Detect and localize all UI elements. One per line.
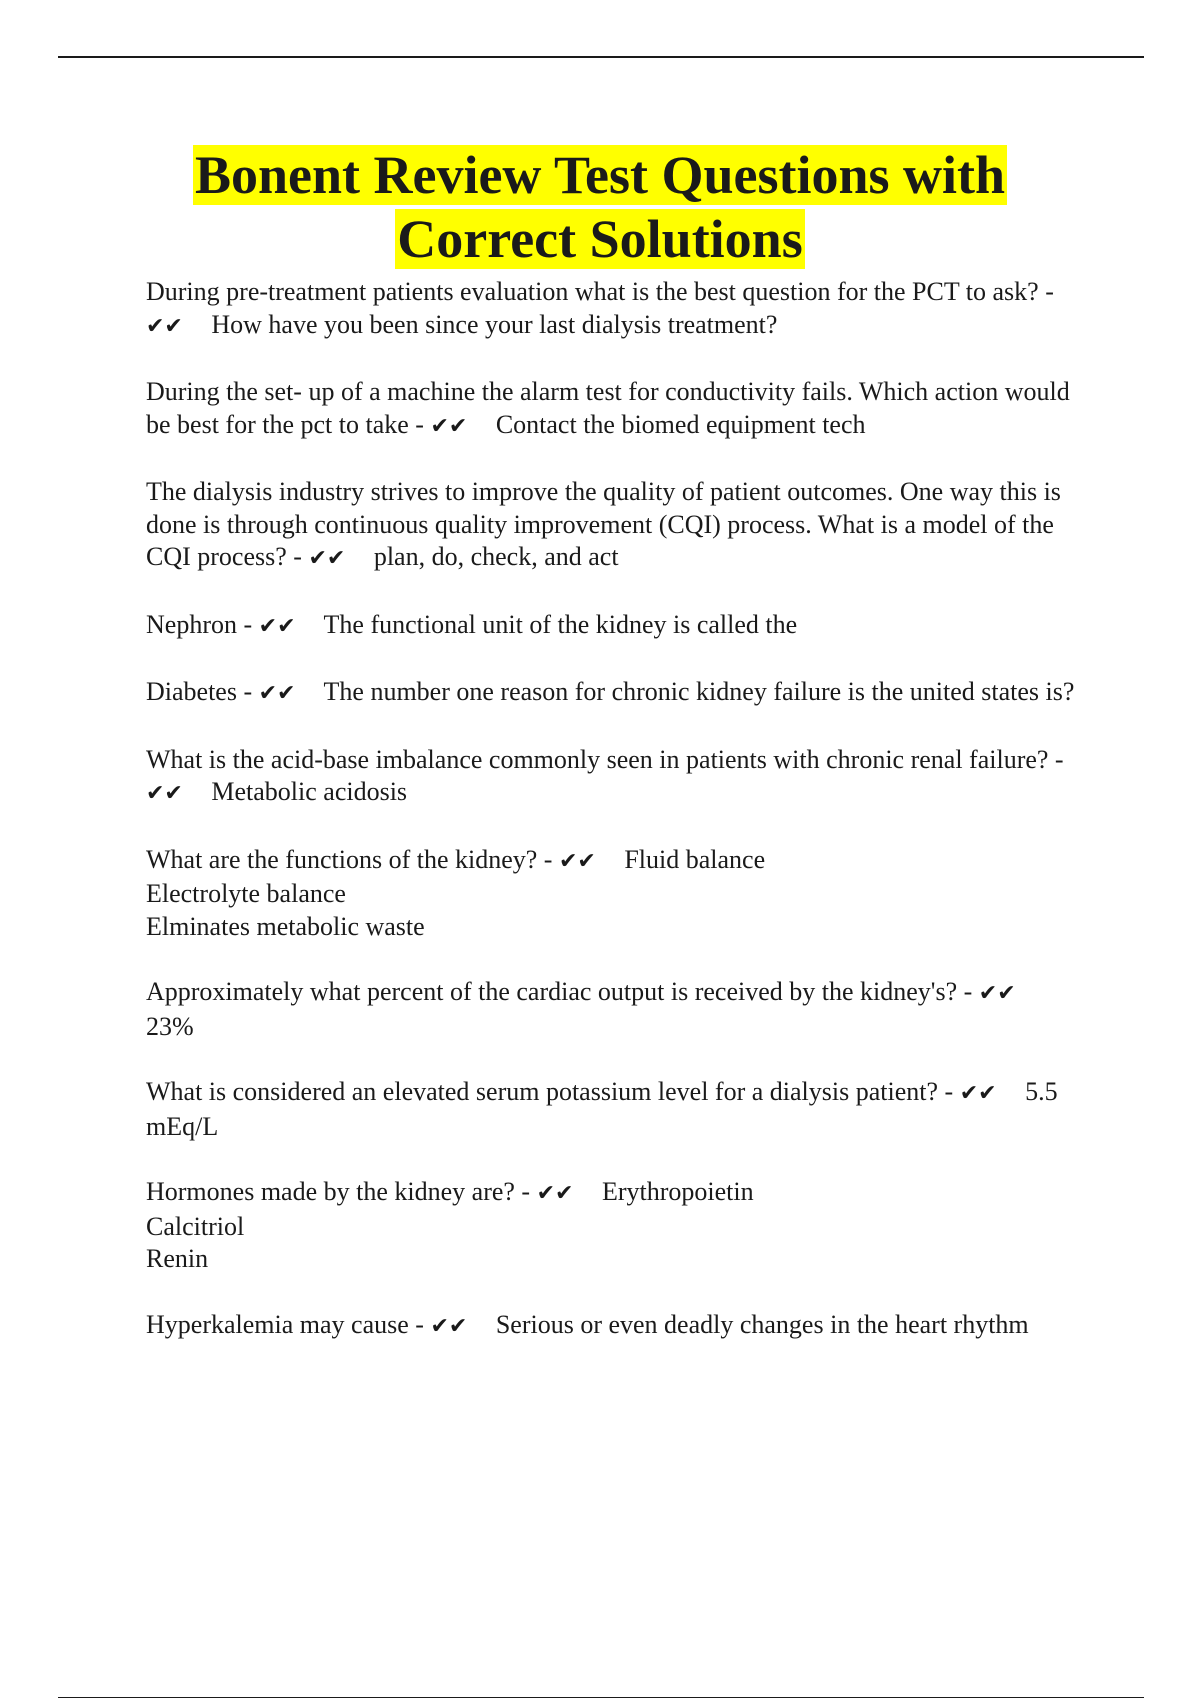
question-text: What is considered an elevated serum potassium level for a dialysis patient? - xyxy=(146,1077,954,1106)
question-text: What is the acid-base imbalance commonly seen in patients with chronic renal failure? - xyxy=(146,744,1064,774)
double-check-icon: ✔✔ xyxy=(430,1313,468,1339)
page-title xyxy=(0,143,1200,271)
answer-text: Metabolic acidosis xyxy=(211,777,408,806)
double-check-icon: ✔✔ xyxy=(978,981,1016,1006)
answer-extra-line: Elminates metabolic waste xyxy=(146,911,425,941)
answer-text: Serious or even deadly changes in the heart rhythm xyxy=(495,1309,1029,1339)
answer-text: The number one reason for chronic kidney failure is the united states is? xyxy=(323,677,1075,706)
qa-item xyxy=(146,976,1081,1043)
footer-rule xyxy=(58,1697,1144,1698)
answer-text: The functional unit of the kidney is called the xyxy=(323,609,798,639)
double-check-icon: ✔✔ xyxy=(959,1081,997,1106)
double-check-icon: ✔✔ xyxy=(258,681,296,706)
qa-item xyxy=(146,676,1081,711)
double-check-icon: ✔✔ xyxy=(146,313,183,339)
answer-extra-line: Renin xyxy=(146,1244,209,1273)
answer-text: Erythropoietin xyxy=(601,1177,754,1206)
answer-text: How have you been since your last dialysis treatment? xyxy=(211,309,778,339)
qa-item xyxy=(146,276,1081,343)
question-text: What are the functions of the kidney? - xyxy=(146,844,553,874)
qa-item xyxy=(146,744,1081,811)
header-rule xyxy=(58,56,1144,58)
double-check-icon: ✔✔ xyxy=(146,781,183,806)
qa-item xyxy=(146,1176,1081,1276)
answer-text: 23% xyxy=(146,1011,194,1041)
answer-text: Contact the biomed equipment tech xyxy=(495,409,866,439)
question-text: Hyperkalemia may cause - xyxy=(146,1309,424,1339)
qa-item xyxy=(146,1309,1081,1344)
question-text: Nephron - xyxy=(146,609,253,639)
double-check-icon: ✔✔ xyxy=(536,1181,574,1206)
answer-text: Fluid balance xyxy=(624,844,766,874)
qa-item xyxy=(146,476,1081,576)
title-line-1: Bonent Review Test Questions with xyxy=(194,145,1006,205)
double-check-icon: ✔✔ xyxy=(308,546,346,571)
qa-list xyxy=(146,276,1081,1376)
qa-item xyxy=(146,609,1081,644)
qa-item xyxy=(146,376,1081,443)
qa-item xyxy=(146,844,1081,944)
question-text: During the set- up of a machine the alarm test for conductivity fails. Which action would be best for the pct to take - xyxy=(146,377,1070,439)
question-text: The dialysis industry strives to improve the quality of patient outcomes. One way this is done is through continuous quality improvement (CQI) process. What is a model of the CQI process? - xyxy=(146,477,1061,571)
answer-text: plan, do, check, and act xyxy=(373,542,619,571)
title-line-2: Correct Solutions xyxy=(397,209,803,269)
answer-extra-line: Calcitriol xyxy=(146,1211,245,1241)
double-check-icon: ✔✔ xyxy=(430,413,468,439)
double-check-icon: ✔✔ xyxy=(558,848,596,874)
question-text: Approximately what percent of the cardiac output is received by the kidney's? - xyxy=(146,977,973,1006)
answer-text: 5.5 mEq/L xyxy=(146,1077,1058,1141)
double-check-icon: ✔✔ xyxy=(258,613,296,639)
answer-extra-line: Electrolyte balance xyxy=(146,879,346,908)
qa-item xyxy=(146,1076,1081,1143)
question-text: Hormones made by the kidney are? - xyxy=(146,1177,531,1206)
question-text: Diabetes - xyxy=(146,677,253,706)
question-text: During pre-treatment patients evaluation what is the best question for the PCT to ask? - xyxy=(146,277,1054,306)
